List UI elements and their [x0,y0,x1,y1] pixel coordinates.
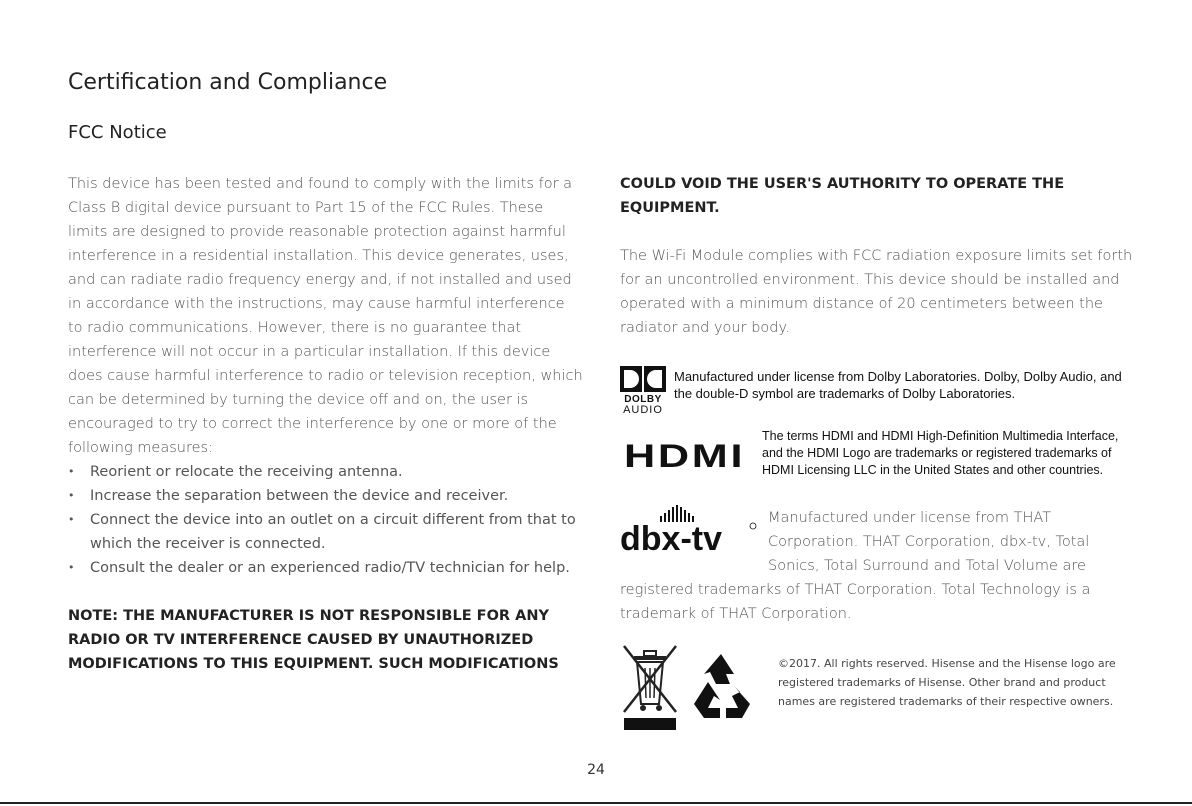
bullet-icon: • [68,489,75,502]
hdmi-logo: HDMI [624,438,746,474]
list-item [68,508,583,556]
dbx-tv-logo [620,504,760,564]
page-number: 24 [587,762,605,778]
section-title-fcc: FCC Notice [68,122,167,143]
dbx-trademark-text: Manufactured under license from THAT Corporation. THAT Corporation, dbx-tv, Total Sonics, Total Surround and Total Volume are [768,510,1090,574]
wifi-exposure-paragraph: The Wi-Fi Module complies with FCC radiation exposure limits set forth for an uncontrolled environment. This device should be installed and operated with a minimum distance of 20 centimeters between the radiator and your body. [620,248,1133,336]
copyright-text: ©2017. All rights reserved. Hisense and the Hisense logo are registered trademarks of Hisense. Other brand and product names are registered trademarks of their respective owners. [778,657,1116,708]
recycle-icon [686,652,756,720]
dolby-double-d-icon [620,366,666,392]
page-title: Certification and Compliance [68,70,388,95]
hdmi-trademark-text: The terms HDMI and HDMI High-Definition Multimedia Interface, and the HDMI Logo are trademarks or registered trademarks of HDMI Licensing LLC in the United States and other countries. [762,429,1119,477]
left-column [68,172,583,676]
bottom-divider [0,802,1192,804]
hdmi-notice [620,428,1140,484]
dbx-notice [620,504,1140,584]
fcc-intro-paragraph: This device has been tested and found to comply with the limits for a Class B digital device pursuant to Part 15 of the FCC Rules. These limits are designed to provide reasonable protection against harmful interference in a residential installation. This device generates, uses, and can radiate radio frequency energy and, if not installed and used in accordance with the instructions, may cause harmful interference to radio communications. However, there is no guarantee that interference will not occur in a particular installation. If this device does cause harmful interference to radio or television reception, which can be determined by turning the device off and on, the user is encouraged to try to correct the interference by one or more of the following measures: [68,176,583,456]
dolby-logo-word: DOLBY [624,394,662,405]
measure-text: Connect the device into an outlet on a circuit different from that to which the receiver is connected. [90,512,576,552]
measures-list [68,460,583,580]
dbx-logo-text: dbx-tv [620,520,722,558]
measure-text: Consult the dealer or an experienced radio/TV technician for help. [90,560,570,576]
measure-text: Reorient or relocate the receiving antenna. [90,464,403,480]
dolby-logo-audio: AUDIO [623,404,663,416]
dolby-audio-logo [620,366,666,416]
environment-notice [620,642,1140,732]
manufacturer-note: NOTE: THE MANUFACTURER IS NOT RESPONSIBLE FOR ANY RADIO OR TV INTERFERENCE CAUSED BY UNAUTHORIZED MODIFICATIONS TO THIS EQUIPMENT. SUCH MODIFICATIONS [68,608,559,672]
list-item [68,460,583,484]
crossed-out-bin-icon [620,642,680,732]
dolby-notice [620,366,1140,416]
bullet-icon: • [68,561,75,574]
manufacturer-note-continued: COULD VOID THE USER'S AUTHORITY TO OPERATE THE EQUIPMENT. [620,176,1065,216]
dbx-trademark-text-continued: registered trademarks of THAT Corporation. Total Technology is a trademark of THAT Corporation. [620,582,1091,622]
right-column [620,172,1140,340]
list-item [68,556,583,580]
measure-text: Increase the separation between the device and receiver. [90,488,509,504]
list-item [68,484,583,508]
bullet-icon: • [68,465,75,478]
dolby-trademark-text: Manufactured under license from Dolby Laboratories. Dolby, Dolby Audio, and the double-D symbol are trademarks of Dolby Laboratories. [674,369,1122,401]
bullet-icon: • [68,513,75,526]
